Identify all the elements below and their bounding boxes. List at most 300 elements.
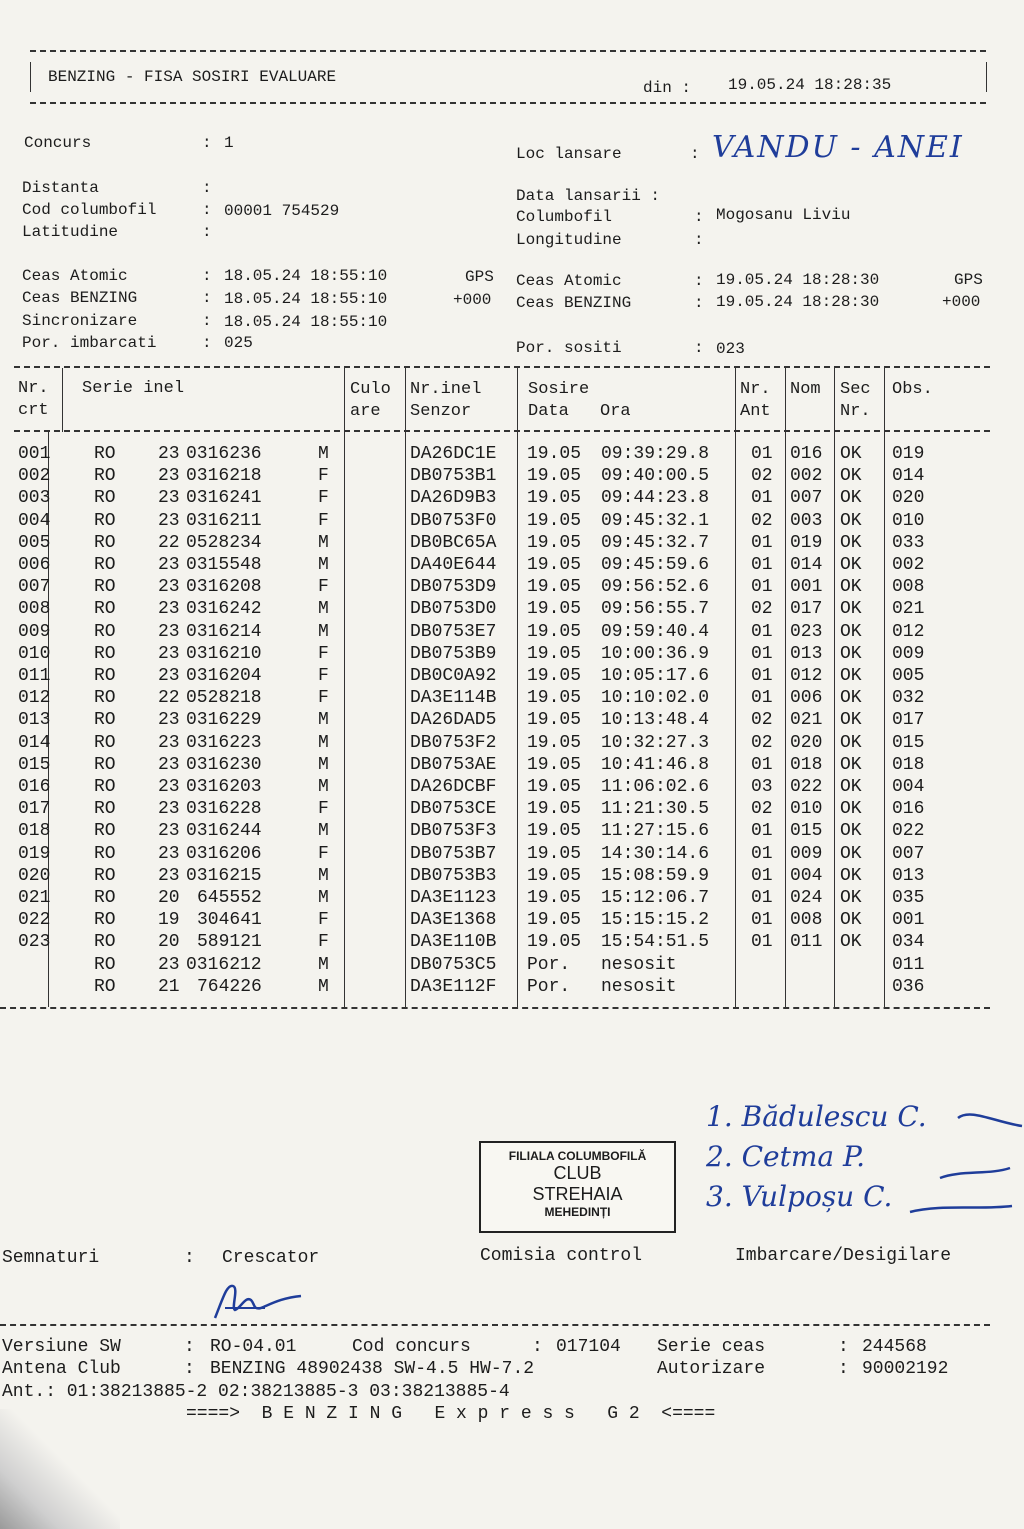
commission-name-2: 2. Cetma P. [706,1140,866,1173]
row-sec: OK [840,688,862,708]
row-year: 23 [158,577,180,597]
row-date: 19.05 [527,533,582,553]
row-nom: 014 [790,555,823,575]
page-corner-shadow [0,1409,120,1529]
row-sec: OK [840,599,862,619]
row-nom: 007 [790,488,823,508]
row-date: 19.05 [527,799,582,819]
row-country: RO [94,977,116,997]
row-antenna: 01 [751,932,773,952]
row-sec: OK [840,799,862,819]
table-row [0,687,990,709]
row-ring: 0316211 [186,511,262,531]
header-nr-ant: Nr. [740,380,771,399]
row-obs: 032 [892,688,925,708]
row-sec: OK [840,466,862,486]
row-sex: M [318,821,329,841]
versiune-sw-label: Versiune SW [2,1337,121,1357]
header-sec-nr: Nr. [840,402,871,421]
row-obs: 001 [892,910,925,930]
por-imbarcati-value: 025 [224,334,253,352]
columbofil-value: Mogosanu Liviu [716,206,851,224]
row-nom: 021 [790,710,823,730]
row-time: 11:21:30.5 [601,799,710,819]
row-obs: 014 [892,466,925,486]
row-obs: 036 [892,977,925,997]
row-obs: 011 [892,955,925,975]
autorizare-value: 90002192 [862,1359,949,1379]
row-year: 23 [158,733,180,753]
header-nr-inel: Nr.inel [410,380,482,399]
crescator-signature [205,1278,315,1326]
row-sec: OK [840,622,862,642]
row-sec: OK [840,932,862,952]
row-time: 10:41:46.8 [601,755,710,775]
row-nr: 004 [18,511,51,531]
header-serie-inel: Serie inel [82,379,185,398]
row-obs: 005 [892,666,925,686]
row-time: 09:59:40.4 [601,622,710,642]
row-sec: OK [840,888,862,908]
row-nom: 016 [790,444,823,464]
row-antenna: 01 [751,666,773,686]
row-nom: 023 [790,622,823,642]
row-year: 23 [158,599,180,619]
por-sositi-sep: : [694,339,704,357]
row-sensor: DA3E110B [410,932,497,952]
header-nom: Nom [790,380,821,399]
row-time: 10:32:27.3 [601,733,710,753]
row-time: 09:44:23.8 [601,488,710,508]
row-year: 23 [158,821,180,841]
row-country: RO [94,844,116,864]
versiune-sw-sep: : [184,1337,195,1357]
row-antenna: 01 [751,488,773,508]
table-header-rule [14,430,990,432]
header-left-border [30,62,31,92]
row-sensor: DB0753D9 [410,577,497,597]
row-date: 19.05 [527,488,582,508]
row-nr: 018 [18,821,51,841]
row-sensor: DA26DAD5 [410,710,497,730]
row-sensor: DB0753B9 [410,644,497,664]
ceas-atomic-label: Ceas Atomic [22,267,128,285]
row-time: 10:10:02.0 [601,688,710,708]
row-sensor: DB0753CE [410,799,497,819]
row-ring: 0316241 [186,488,262,508]
row-sensor: DB0753D0 [410,599,497,619]
table-row [0,954,990,976]
header-data: Data [528,402,569,421]
stamp-line-1: FILIALA COLUMBOFILĂ [508,1149,647,1163]
row-time: 10:13:48.4 [601,710,710,730]
por-sositi-value: 023 [716,340,745,358]
row-antenna: 01 [751,444,773,464]
row-obs: 012 [892,622,925,642]
columbofil-label: Columbofil [516,208,613,226]
row-nom: 008 [790,910,823,930]
row-obs: 009 [892,644,925,664]
row-date: 19.05 [527,622,582,642]
row-obs: 019 [892,444,925,464]
row-nom: 015 [790,821,823,841]
row-year: 19 [158,910,180,930]
ceas-atomic-right-suffix: GPS [954,271,983,289]
table-row [0,510,990,532]
row-year: 23 [158,466,180,486]
header-ora: Ora [600,402,631,421]
row-antenna: 01 [751,910,773,930]
distanta-label: Distanta [22,179,99,197]
row-sensor: DB0753F0 [410,511,497,531]
versiune-sw-value: RO-04.01 [210,1337,297,1357]
serie-ceas-value: 244568 [862,1337,927,1357]
header-nr: Nr. [18,379,49,398]
row-nom: 022 [790,777,823,797]
row-nr: 011 [18,666,51,686]
footer-rule [0,1324,990,1326]
header-crt: crt [18,401,49,420]
row-ring: 0316214 [186,622,262,642]
row-obs: 020 [892,488,925,508]
comisia-control-label: Comisia control [480,1246,643,1266]
row-ring: 0528218 [186,688,262,708]
row-year: 23 [158,710,180,730]
stamp-line-4: MEHEDINȚI [544,1205,611,1219]
row-year: 23 [158,666,180,686]
loc-lansare-value: VANDU - ANEI [712,130,964,165]
cod-columbofil-sep: : [202,201,212,219]
row-date: 19.05 [527,821,582,841]
row-year: 23 [158,844,180,864]
row-nr: 019 [18,844,51,864]
table-row [0,732,990,754]
table-row [0,598,990,620]
row-sex: M [318,866,329,886]
table-row [0,532,990,554]
row-sex: F [318,799,329,819]
row-ring: 645552 [197,888,262,908]
row-sensor: DB0C0A92 [410,666,497,686]
ceas-benzing-right-label: Ceas BENZING [516,294,632,312]
row-country: RO [94,622,116,642]
row-obs: 016 [892,799,925,819]
row-sec: OK [840,644,862,664]
row-ring: 0316204 [186,666,262,686]
row-nom: 017 [790,599,823,619]
commission-name-1: 1. Bădulescu C. [706,1100,927,1133]
row-year: 20 [158,888,180,908]
ceas-benzing-label: Ceas BENZING [22,289,138,307]
row-sensor: DA3E112F [410,977,497,997]
row-date: 19.05 [527,755,582,775]
row-date: 19.05 [527,511,582,531]
row-obs: 033 [892,533,925,553]
row-sec: OK [840,577,862,597]
crescator-label: Crescator [222,1248,320,1268]
row-time: 09:45:32.1 [601,511,710,531]
ceas-benzing-right-suffix: +000 [942,293,981,311]
din-label: din : [643,79,692,97]
row-year: 23 [158,644,180,664]
row-ring: 0315548 [186,555,262,575]
row-antenna: 01 [751,888,773,908]
row-year: 23 [158,866,180,886]
row-nom: 004 [790,866,823,886]
row-nom: 006 [790,688,823,708]
row-date: 19.05 [527,888,582,908]
header-sec: Sec [840,380,871,399]
row-sex: F [318,666,329,686]
row-sensor: DB0753F3 [410,821,497,841]
row-date: 19.05 [527,777,582,797]
row-sex: F [318,688,329,708]
row-time: 11:06:02.6 [601,777,710,797]
row-date: 19.05 [527,599,582,619]
cod-concurs-value: 017104 [556,1337,621,1357]
row-year: 23 [158,444,180,464]
row-antenna: 01 [751,821,773,841]
ceas-benzing-suffix: +000 [453,291,492,309]
row-time: 09:40:00.5 [601,466,710,486]
row-sec: OK [840,555,862,575]
row-year: 23 [158,622,180,642]
row-date: 19.05 [527,666,582,686]
row-obs: 008 [892,577,925,597]
row-obs: 015 [892,733,925,753]
row-time: 09:45:59.6 [601,555,710,575]
row-ring: 0316215 [186,866,262,886]
row-sensor: DB0753B7 [410,844,497,864]
row-country: RO [94,866,116,886]
row-ring: 0316206 [186,844,262,864]
row-country: RO [94,555,116,575]
row-obs: 021 [892,599,925,619]
row-nom: 011 [790,932,823,952]
row-sex: M [318,733,329,753]
row-nr: 006 [18,555,51,575]
row-country: RO [94,799,116,819]
row-sec: OK [840,844,862,864]
row-obs: 013 [892,866,925,886]
stamp-line-2: CLUB [553,1163,602,1183]
antenna-list: Ant.: 01:38213885-2 02:38213885-3 03:38213885-4 [2,1382,510,1402]
row-time: 11:27:15.6 [601,821,710,841]
header-right-border [986,62,987,92]
row-date: Por. [527,955,571,975]
row-ring: 0316218 [186,466,262,486]
row-sec: OK [840,866,862,886]
row-country: RO [94,644,116,664]
concurs-sep: : [202,134,212,152]
row-sex: M [318,444,329,464]
table-row [0,621,990,643]
row-nr: 012 [18,688,51,708]
table-row [0,665,990,687]
row-ring: 0316210 [186,644,262,664]
row-antenna: 02 [751,511,773,531]
loc-lansare-label: Loc lansare [516,145,622,163]
row-sensor: DB0753AE [410,755,497,775]
row-sensor: DA40E644 [410,555,497,575]
header-obs: Obs. [892,380,933,399]
row-date: 19.05 [527,577,582,597]
row-sec: OK [840,488,862,508]
row-sec: OK [840,910,862,930]
row-sec: OK [840,755,862,775]
row-sex: M [318,977,329,997]
row-nom: 019 [790,533,823,553]
row-date: 19.05 [527,844,582,864]
row-nr: 015 [18,755,51,775]
row-sec: OK [840,777,862,797]
semnaturi-sep: : [184,1248,195,1268]
header-senzor: Senzor [410,402,472,421]
row-time: 10:00:36.9 [601,644,710,664]
col-divider-nr [62,368,63,432]
por-sositi-label: Por. sositi [516,339,622,357]
row-ring: 0316203 [186,777,262,797]
row-sensor: DA26DCBF [410,777,497,797]
row-sex: F [318,577,329,597]
row-nr: 007 [18,577,51,597]
row-antenna: 01 [751,577,773,597]
row-date: 19.05 [527,733,582,753]
row-time: 15:15:15.2 [601,910,710,930]
row-date: 19.05 [527,932,582,952]
sincronizare-value: 18.05.24 18:55:10 [224,313,388,331]
row-sensor: DA26D9B3 [410,488,497,508]
row-sex: F [318,932,329,952]
row-nom: 018 [790,755,823,775]
row-nr: 008 [18,599,51,619]
row-country: RO [94,511,116,531]
row-time: nesosit [601,977,677,997]
row-time: 09:39:29.8 [601,444,710,464]
cod-columbofil-label: Cod columbofil [22,201,157,219]
row-country: RO [94,910,116,930]
table-row [0,909,990,931]
ceas-atomic-sep: : [202,267,212,285]
autorizare-label: Autorizare [657,1359,766,1379]
columbofil-sep: : [694,208,704,226]
row-year: 23 [158,511,180,531]
row-date: 19.05 [527,444,582,464]
row-antenna: 01 [751,844,773,864]
row-sensor: DA26DC1E [410,444,497,464]
row-ring: 0316212 [186,955,262,975]
row-year: 23 [158,755,180,775]
table-row [0,931,990,953]
table-row [0,443,990,465]
row-country: RO [94,733,116,753]
row-year: 22 [158,533,180,553]
row-antenna: 01 [751,866,773,886]
row-obs: 017 [892,710,925,730]
table-row [0,776,990,798]
row-ring: 0316228 [186,799,262,819]
semnaturi-label: Semnaturi [2,1248,100,1268]
row-ring: 0316242 [186,599,262,619]
sincronizare-label: Sincronizare [22,312,138,330]
row-obs: 022 [892,821,925,841]
row-nr: 020 [18,866,51,886]
row-country: RO [94,444,116,464]
row-antenna: 01 [751,622,773,642]
table-row [0,709,990,731]
row-antenna: 02 [751,733,773,753]
row-sec: OK [840,511,862,531]
din-value: 19.05.24 18:28:35 [728,76,892,94]
row-sex: M [318,622,329,642]
row-sex: M [318,755,329,775]
row-year: 20 [158,932,180,952]
cod-columbofil-value: 00001 754529 [224,202,340,220]
table-row [0,576,990,598]
row-ring: 589121 [197,932,262,952]
row-antenna: 01 [751,555,773,575]
commission-signature-marks [900,1100,1024,1220]
row-date: 19.05 [527,555,582,575]
header-sosire: Sosire [528,380,590,399]
row-sex: M [318,777,329,797]
row-nr: 014 [18,733,51,753]
page-title: BENZING - FISA SOSIRI EVALUARE [48,68,337,86]
row-nom: 024 [790,888,823,908]
row-date: 19.05 [527,910,582,930]
row-sensor: DB0BC65A [410,533,497,553]
row-time: nesosit [601,955,677,975]
table-row [0,820,990,842]
row-sex: M [318,599,329,619]
row-antenna: 02 [751,799,773,819]
row-sex: M [318,555,329,575]
row-date: 19.05 [527,866,582,886]
row-ring: 0528234 [186,533,262,553]
row-nr: 002 [18,466,51,486]
row-sensor: DB0753B3 [410,866,497,886]
row-country: RO [94,688,116,708]
row-sec: OK [840,666,862,686]
antena-club-sep: : [184,1359,195,1379]
row-sec: OK [840,733,862,753]
row-date: Por. [527,977,571,997]
ceas-atomic-value: 18.05.24 18:55:10 [224,267,388,285]
row-year: 21 [158,977,180,997]
row-time: 09:45:32.7 [601,533,710,553]
table-top-rule [14,366,990,368]
concurs-value: 1 [224,134,234,152]
header-culoare-1: Culo [350,380,391,399]
ceas-atomic-right-value: 19.05.24 18:28:30 [716,271,880,289]
row-nr: 013 [18,710,51,730]
data-lansarii-label: Data lansarii : [516,187,661,205]
row-country: RO [94,777,116,797]
row-nr: 016 [18,777,51,797]
row-ring: 0316244 [186,821,262,841]
ceas-atomic-suffix: GPS [465,268,494,286]
row-ring: 0316236 [186,444,262,464]
row-sex: F [318,511,329,531]
table-row [0,887,990,909]
por-imbarcati-label: Por. imbarcati [22,334,157,352]
row-nom: 020 [790,733,823,753]
table-row [0,487,990,509]
row-sensor: DA3E114B [410,688,497,708]
row-date: 19.05 [527,710,582,730]
imbarcare-label: Imbarcare/Desigilare [735,1246,952,1266]
row-nr: 023 [18,932,51,952]
